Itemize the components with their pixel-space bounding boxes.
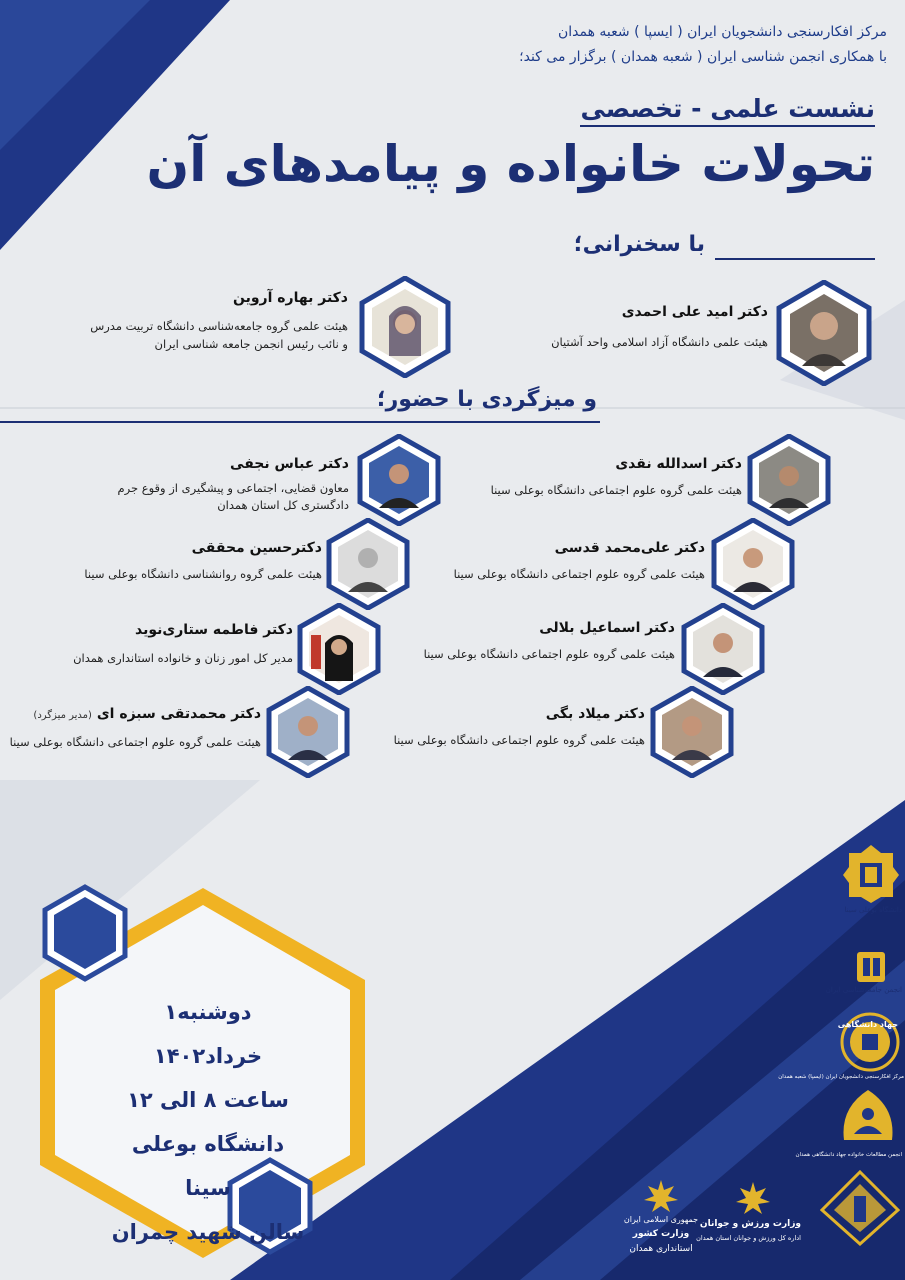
gov-sub2-label: استانداری همدان bbox=[629, 1244, 693, 1254]
jahad-label: جهاد دانشگاهی bbox=[837, 1020, 898, 1029]
event-hall: سالن شهید چمران bbox=[111, 1220, 305, 1244]
sport-sub-label: اداره کل ورزش و جوانان استان همدان bbox=[696, 1234, 801, 1242]
sport-ministry-emblem bbox=[732, 1180, 774, 1216]
panelist-name: دکتر میلاد بگی bbox=[545, 706, 645, 722]
panelist-role: هیئت علمی گروه علوم اجتماعی دانشگاه بوعلی سینا bbox=[9, 735, 261, 749]
bu-ali-university-logo bbox=[843, 843, 899, 903]
organizer-line: مرکز افکارسنجی دانشجویان ایران ( ایسپا ) شعبه همدان bbox=[557, 24, 887, 40]
panelist-role: معاون قضایی، اجتماعی و پیشگیری از وقوع جرم bbox=[117, 481, 349, 495]
speaker-name: دکتر امید علی احمدی bbox=[621, 304, 768, 320]
panelist-role: دادگستری کل استان همدان bbox=[217, 498, 349, 512]
speaker-role: هیئت علمی دانشگاه آزاد اسلامی واحد آشتیان bbox=[551, 335, 768, 349]
panel-heading: و میزگردی با حضور؛ bbox=[376, 387, 597, 412]
sociology-association-logo bbox=[855, 950, 887, 984]
family-label: انجمن مطالعات خانواده جهاد دانشگاهی همدان bbox=[795, 1152, 902, 1158]
panelist-name-text: دکتر محمدتقی سبزه ای bbox=[96, 706, 261, 722]
association-label: انجمن جامعه‌شناسی ایران bbox=[825, 986, 902, 994]
moderator-note: (مدیر میزگرد) bbox=[33, 710, 92, 721]
panelist-role: هیئت علمی گروه روانشناسی دانشگاه بوعلی سینا bbox=[84, 567, 322, 581]
panelist-name: دکتر اسدالله نقدی bbox=[615, 456, 742, 472]
event-time: ساعت ۸ الی ۱۲ bbox=[127, 1088, 289, 1112]
speaker-role: و نائب رئیس انجمن جامعه شناسی ایران bbox=[154, 337, 348, 351]
speaker-role: هیئت علمی گروه جامعه‌شناسی دانشگاه تربیت مدرس bbox=[90, 319, 348, 333]
panelist-name: دکترحسین محققی bbox=[191, 540, 322, 556]
gov-label: جمهوری اسلامی ایران bbox=[623, 1215, 699, 1224]
event-venue: دانشگاه بوعلی سینا bbox=[131, 1132, 285, 1200]
hamedan-logo bbox=[820, 1170, 900, 1246]
panelist-role: هیئت علمی گروه علوم اجتماعی دانشگاه بوعلی سینا bbox=[453, 567, 705, 581]
family-studies-logo bbox=[838, 1088, 898, 1150]
sport-label: وزارت ورزش و جوانان bbox=[699, 1219, 801, 1229]
iran-emblem bbox=[640, 1178, 682, 1214]
event-date: دوشنبه۱ خرداد۱۴۰۲ bbox=[153, 1000, 263, 1068]
cooperation-line: با همکاری انجمن شناسی ایران ( شعبه همدان ) برگزار می کند؛ bbox=[519, 49, 887, 65]
event-subtitle: نشست علمی - تخصصی bbox=[580, 94, 875, 127]
event-info bbox=[108, 990, 308, 1254]
jahad-sub-label: مرکز افکارسنجی دانشجویان ایران (ایسپا) شعبه همدان bbox=[778, 1074, 904, 1080]
panelist-role: هیئت علمی گروه علوم اجتماعی دانشگاه بوعلی سینا bbox=[423, 647, 675, 661]
speaker-name: دکتر بهاره آروین bbox=[233, 290, 348, 306]
bu-ali-label: دانشگاه بوعلی سینا bbox=[844, 906, 902, 914]
panelist-role: هیئت علمی گروه علوم اجتماعی دانشگاه بوعلی سینا bbox=[393, 733, 645, 747]
panelist-name: دکتر فاطمه ستاری‌نوید bbox=[135, 622, 293, 638]
event-title: تحولات خانواده و پیامدهای آن bbox=[146, 135, 875, 193]
panelist-name: دکتر عباس نجفی bbox=[230, 456, 349, 472]
gov-sub-label: وزارت کشور bbox=[632, 1229, 690, 1239]
panelist-role: مدیر کل امور زنان و خانواده استانداری همدان bbox=[73, 651, 293, 665]
panelist-name: دکتر علی‌محمد قدسی bbox=[554, 540, 705, 556]
panelist-role: هیئت علمی گروه علوم اجتماعی دانشگاه بوعلی سینا bbox=[490, 483, 742, 497]
speakers-heading: با سخنرانی؛ bbox=[573, 232, 705, 257]
panelist-name: دکتر اسماعیل بلالی bbox=[539, 620, 675, 636]
